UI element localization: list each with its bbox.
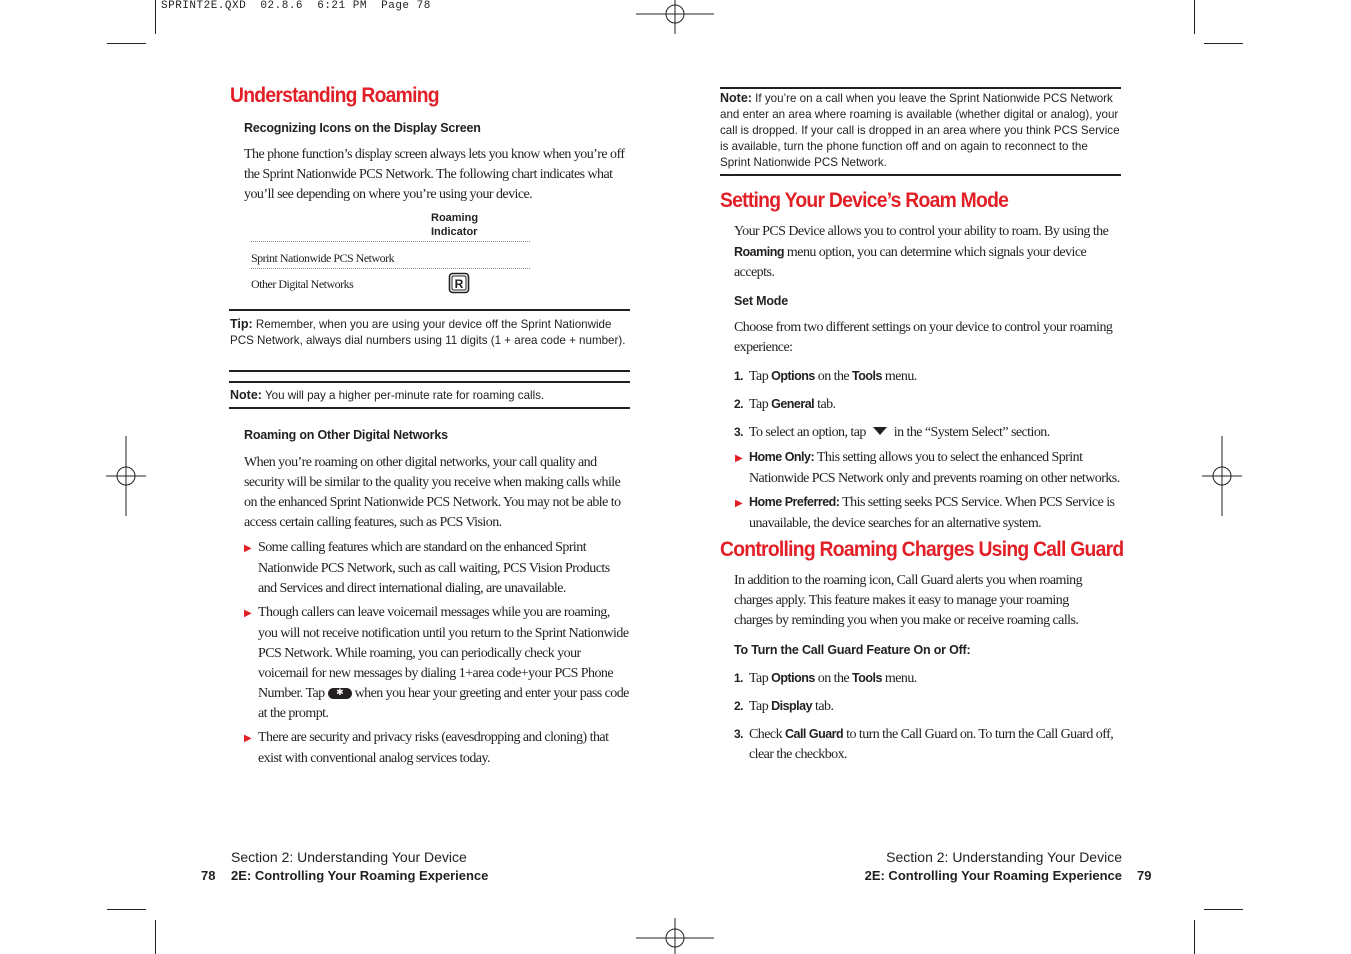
left-page-title: Understanding Roaming	[230, 84, 439, 107]
tip-text: Remember, when you are using your device off the Sprint Nationwide PCS Network, always dial numbers using 11 digits (1 + area code + number).	[230, 318, 626, 347]
table-divider	[251, 268, 530, 269]
right-title-roam-mode: Setting Your Device’s Roam Mode	[720, 189, 1009, 212]
bullet-arrow-icon: ▶	[244, 608, 252, 619]
bullet-arrow-icon: ▶	[244, 733, 252, 744]
right-note-label: Note:	[720, 91, 752, 105]
registration-mark-bottom	[636, 918, 716, 954]
left-subheading-icons: Recognizing Icons on the Display Screen	[244, 121, 481, 135]
right-cg-step-1: 1. Tap Options on the Tools menu.	[734, 671, 917, 686]
right-footer-section: Section 2: Understanding Your Device	[886, 849, 1122, 865]
right-call-guard-paragraph: In addition to the roaming icon, Call Guard alerts you when roaming charges apply. This feature makes it easy to manage your roaming charges by reminding you when you make or receive roaming calls.	[734, 573, 1083, 628]
left-footer-page-number: 78	[201, 868, 216, 883]
bullet-arrow-icon: ▶	[735, 453, 743, 464]
table-header-roaming-indicator: Roaming Indicator	[431, 212, 479, 238]
right-subheading-call-guard: To Turn the Call Guard Feature On or Off:	[734, 643, 971, 657]
registration-mark-left	[106, 436, 148, 516]
right-title-call-guard: Controlling Roaming Charges Using Call Guard	[720, 538, 1124, 561]
right-subheading-set-mode: Set Mode	[734, 294, 788, 308]
tip-top-rule	[229, 309, 630, 311]
note-box	[230, 387, 628, 404]
note-label: Note:	[230, 388, 262, 402]
note-top-rule-2	[229, 381, 630, 383]
table-divider	[251, 241, 530, 242]
registration-mark-top	[636, 0, 716, 34]
left-bullet-2: ▶ Though callers can leave voicemail messages while you are roaming, you will not receive notification until you return to the Sprint Nationwide PCS Network. While roaming, you can periodically check your voicemail for new messages by dialing 1+area code+your PCS Phone Number. Tap ✱ when you hear your greeting and enter your pass code at the prompt.	[244, 605, 629, 721]
left-digital-paragraph: When you’re roaming on other digital networks, your call quality and security will be similar to the quality you receive when making calls while on the enhanced Sprint Nationwide PCS Network. You may not be able to access certain calling features, such as PCS Vision.	[244, 455, 621, 530]
right-step-2: 2. Tap General tab.	[734, 397, 836, 412]
right-cg-step-2: 2. Tap Display tab.	[734, 699, 834, 714]
left-intro-paragraph: The phone function’s display screen always lets you know when you’re off the Sprint Nationwide PCS Network. The following chart indicates what you’ll see depending on where you’re using your device.	[244, 147, 625, 202]
printer-slug: SPRINT2E.QXD 02.8.6 6:21 PM Page 78	[161, 0, 431, 12]
roaming-r-icon	[448, 272, 470, 294]
right-step-1: 1. Tap Options on the Tools menu.	[734, 369, 917, 384]
left-subheading-digital: Roaming on Other Digital Networks	[244, 428, 448, 442]
bullet-arrow-icon: ▶	[735, 498, 743, 509]
left-bullet-3: ▶ There are security and privacy risks (eavesdropping and cloning) that exist with conventional analog services today.	[244, 730, 609, 766]
table-row-label: Sprint Nationwide PCS Network	[251, 251, 395, 265]
tip-label: Tip:	[230, 317, 253, 331]
right-footer-page-number: 79	[1137, 868, 1152, 883]
note-top-rule	[229, 370, 630, 372]
right-footer-chapter: 2E: Controlling Your Roaming Experience	[864, 868, 1122, 883]
table-row-label: Other Digital Networks	[251, 277, 354, 291]
svg-text:R: R	[454, 277, 464, 291]
note-text: You will pay a higher per-minute rate for roaming calls.	[261, 389, 545, 402]
right-bullet-home-preferred: ▶ Home Preferred: This setting seeks PCS Service. When PCS Service is unavailable, the device searches for an alternative system.	[735, 495, 1115, 531]
tip-box	[230, 316, 628, 349]
left-footer-chapter: 2E: Controlling Your Roaming Experience	[231, 868, 489, 883]
right-roam-mode-paragraph: Your PCS Device allows you to control your ability to roam. By using the Roaming menu option, you can determine which signals your device accepts.	[734, 224, 1109, 280]
right-note-top-rule	[720, 87, 1121, 89]
right-note-text: If you’re on a call when you leave the Sprint Nationwide PCS Network and enter an area where roaming is available (whether digital or analog), your call is dropped. If your call is dropped in an area where you think PCS Service is available, turn the phone function off and on again to reconnect to the Sprint Nationwide PCS Network.	[720, 92, 1120, 169]
note-bottom-rule	[229, 407, 630, 409]
bullet-arrow-icon: ▶	[244, 543, 252, 554]
right-step-3: 3. To select an option, tap in the “System Select” section.	[734, 425, 1050, 440]
right-cg-step-3: 3. Check Call Guard to turn the Call Guard on. To turn the Call Guard off, clear the checkbox.	[734, 727, 1114, 762]
right-set-mode-paragraph: Choose from two different settings on your device to control your roaming experience:	[734, 320, 1113, 355]
registration-mark-right	[1202, 436, 1244, 516]
star-key-icon: ✱	[328, 688, 352, 699]
left-footer-section: Section 2: Understanding Your Device	[231, 849, 467, 865]
left-bullet-1: ▶ Some calling features which are standard on the enhanced Sprint Nationwide PCS Network, such as call waiting, PCS Vision Products and Services and direct international dialing, are unavailable.	[244, 540, 610, 596]
right-note-box	[720, 90, 1121, 171]
right-note-bottom-rule	[720, 174, 1121, 176]
right-bullet-home-only: ▶ Home Only: This setting allows you to select the enhanced Sprint Nationwide PCS Network only and prevents roaming on other networks.	[735, 450, 1120, 486]
dropdown-arrow-icon	[871, 425, 889, 437]
